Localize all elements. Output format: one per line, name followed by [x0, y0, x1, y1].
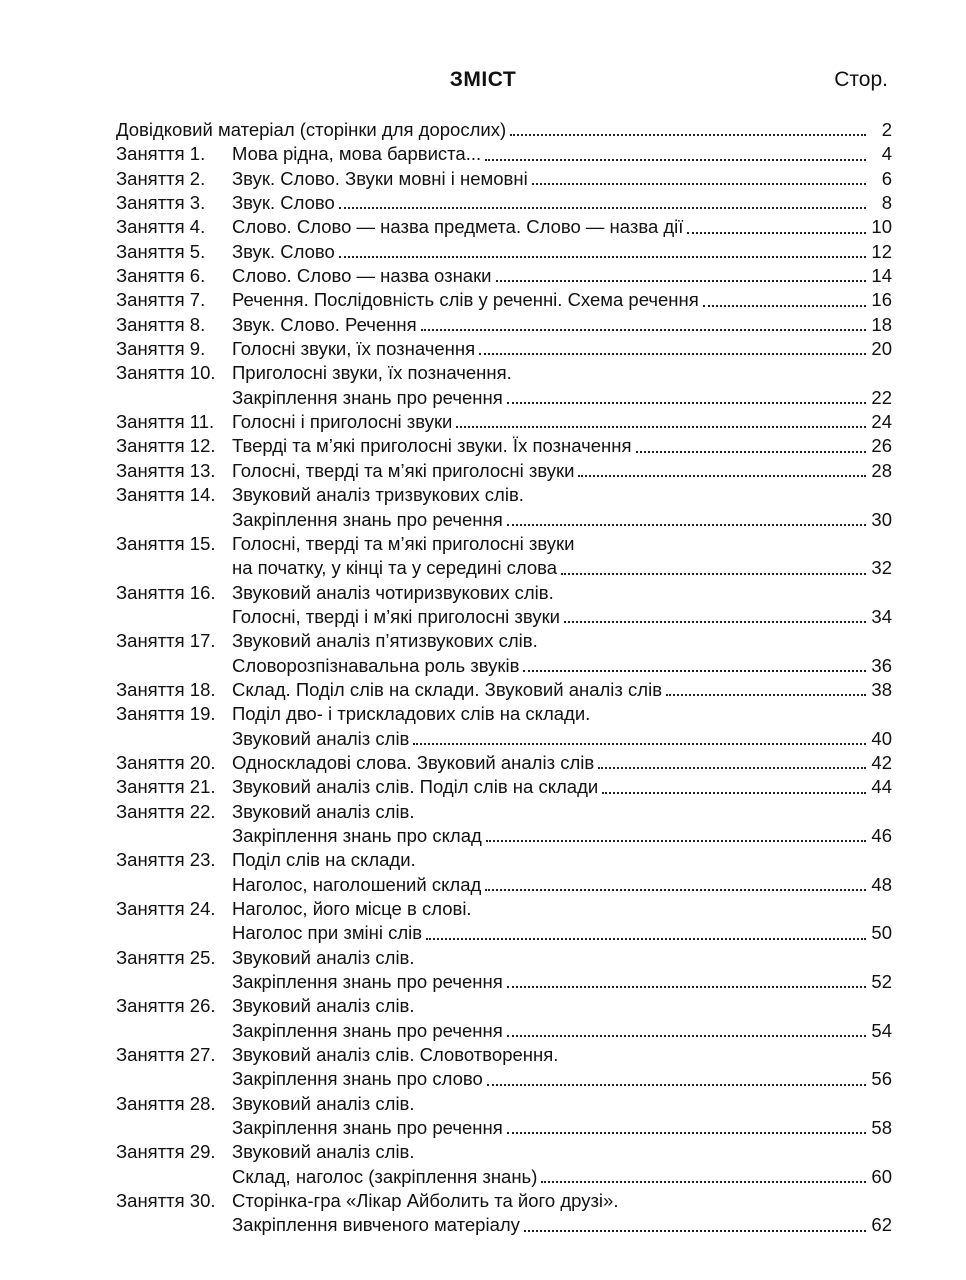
dot-leader: [510, 134, 866, 136]
toc-entry-text: Звуковий аналіз п’ятизвукових слів.: [232, 630, 538, 652]
toc-entry: [116, 1189, 892, 1238]
toc-page-number: 20: [871, 338, 892, 360]
toc-entry-text: Закріплення вивченого матеріалу: [232, 1214, 520, 1236]
toc-entry-text: Звуковий аналіз слів.: [232, 800, 415, 822]
dot-leader: [507, 1035, 866, 1037]
toc-entry-label: Заняття 8.: [116, 313, 206, 335]
toc-page-number: 14: [871, 265, 892, 287]
toc-entry-text: Довідковий матеріал (сторінки для дорослих): [116, 119, 507, 140]
toc-entry-text: Голосні, тверді та м’які приголосні звуки: [232, 459, 575, 481]
toc-entry-text: Наголос при зміні слів: [232, 922, 423, 944]
dot-leader: [598, 767, 866, 769]
toc-entry-text: Звуковий аналіз слів.: [232, 1092, 415, 1114]
toc-entry-label: Заняття 18.: [116, 678, 216, 700]
toc-entry-text: Закріплення знань про склад: [232, 824, 482, 846]
toc-entry-text: Закріплення знань про речення: [232, 508, 503, 530]
dot-leader: [496, 280, 866, 282]
toc-entry-text: Закріплення знань про речення: [232, 1019, 503, 1041]
toc-page-number: 36: [871, 654, 892, 676]
dot-leader: [524, 1230, 866, 1232]
dot-leader: [666, 694, 866, 696]
toc-entry: [116, 897, 892, 946]
toc-entry-text: Приголосні звуки, їх позначення.: [232, 362, 512, 384]
toc-entry-label: Заняття 19.: [116, 703, 216, 725]
dot-leader: [541, 1181, 866, 1183]
toc-entry-text: Поділ слів на склади.: [232, 849, 416, 871]
toc-entry: [116, 410, 892, 434]
toc-entry-label: Заняття 5.: [116, 240, 206, 262]
toc-entry-text: на початку, у кінці та у середині слова: [232, 557, 558, 579]
toc-entry-text: Речення. Послідовність слів у реченні. Схема речення: [232, 289, 699, 311]
toc-entry-text: Склад. Поділ слів на склади. Звуковий аналіз слів: [232, 678, 663, 700]
toc-entry: [116, 361, 892, 410]
dot-leader: [421, 329, 866, 331]
dot-leader: [456, 426, 866, 428]
toc-entry-text: Голосні звуки, їх позначення: [232, 338, 476, 360]
table-of-contents: [116, 118, 892, 1238]
toc-entry: [116, 264, 892, 288]
dot-leader: [485, 159, 866, 161]
toc-page-number: 44: [871, 776, 892, 798]
toc-entry: [116, 483, 892, 532]
toc-entry-label: Заняття 23.: [116, 849, 216, 871]
toc-entry-text: Слово. Слово — назва ознаки: [232, 265, 492, 287]
dot-leader: [578, 475, 866, 477]
toc-entry-text: Словорозпізнавальна роль звуків: [232, 654, 520, 676]
toc-entry-label: Заняття 10.: [116, 362, 216, 384]
toc-entry-label: Заняття 12.: [116, 435, 216, 457]
toc-entry-text: Звуковий аналіз слів: [232, 727, 410, 749]
toc-entry-text: Слово. Слово — назва предмета. Слово — назва дії: [232, 216, 684, 238]
toc-page-number: 28: [871, 459, 892, 481]
toc-page-number: 58: [871, 1117, 892, 1139]
toc-entry-label: Заняття 2.: [116, 167, 206, 189]
toc-entry-label: Заняття 16.: [116, 581, 216, 603]
toc-entry-label: Заняття 29.: [116, 1141, 216, 1163]
toc-page-number: 50: [871, 922, 892, 944]
toc-entry: [116, 994, 892, 1043]
dot-leader: [485, 889, 866, 891]
toc-entry: [116, 142, 892, 166]
toc-page-number: 4: [881, 143, 892, 165]
toc-entry: [116, 702, 892, 751]
toc-entry: [116, 848, 892, 897]
toc-page-number: 40: [871, 727, 892, 749]
toc-page-number: 30: [871, 508, 892, 530]
toc-entry-text: Тверді та м’які приголосні звуки. Їх позначення: [232, 435, 632, 457]
toc-page-number: 12: [871, 240, 892, 262]
toc-entry: [116, 337, 892, 361]
toc-entry-label: Заняття 9.: [116, 338, 206, 360]
toc-page-number: 2: [881, 119, 892, 140]
toc-entry: [116, 532, 892, 581]
toc-entry-label: Заняття 6.: [116, 265, 206, 287]
toc-entry: [116, 775, 892, 799]
dot-leader: [339, 207, 866, 209]
toc-entry-label: Заняття 13.: [116, 459, 216, 481]
toc-page-number: 54: [871, 1019, 892, 1041]
dot-leader: [532, 183, 866, 185]
toc-page-number: 6: [881, 167, 892, 189]
toc-entry-text: Склад, наголос (закріплення знань): [232, 1165, 538, 1187]
toc-page-number: 24: [871, 411, 892, 433]
toc-entry-label: Заняття 3.: [116, 192, 206, 214]
toc-entry-text: Односкладові слова. Звуковий аналіз слів: [232, 751, 595, 773]
toc-entry-label: Заняття 15.: [116, 532, 216, 554]
toc-entry-text: Звук. Слово: [232, 240, 335, 262]
toc-entry-label: Заняття 4.: [116, 216, 206, 238]
toc-entry-label: Заняття 21.: [116, 776, 216, 798]
toc-entry-label: Заняття 22.: [116, 800, 216, 822]
toc-page-number: 46: [871, 824, 892, 846]
toc-entry: [116, 288, 892, 312]
toc-page-number: 26: [871, 435, 892, 457]
dot-leader: [479, 353, 866, 355]
dot-leader: [564, 621, 866, 623]
toc-entry-label: Заняття 28.: [116, 1092, 216, 1114]
toc-page-number: 48: [871, 873, 892, 895]
toc-page-number: 32: [871, 557, 892, 579]
toc-entry-text: Звук. Слово. Звуки мовні і немовні: [232, 167, 528, 189]
toc-entry-label: Заняття 14.: [116, 484, 216, 506]
toc-entry: [116, 800, 892, 849]
dot-leader: [507, 402, 866, 404]
dot-leader: [602, 792, 866, 794]
toc-entry-text: Звук. Слово. Речення: [232, 313, 417, 335]
dot-leader: [339, 256, 866, 258]
toc-entry: [116, 751, 892, 775]
toc-page-number: 60: [871, 1165, 892, 1187]
toc-page-number: 62: [871, 1214, 892, 1236]
toc-entry-text: Звуковий аналіз слів.: [232, 1141, 415, 1163]
toc-page-number: 52: [871, 971, 892, 993]
toc-entry: [116, 459, 892, 483]
toc-entry-text: Закріплення знань про речення: [232, 971, 503, 993]
toc-entry: [116, 434, 892, 458]
toc-entry-label: Заняття 25.: [116, 946, 216, 968]
toc-entry-text: Звуковий аналіз тризвукових слів.: [232, 484, 524, 506]
toc-entry-text: Мова рідна, мова барвиста...: [232, 143, 482, 165]
toc-entry: [116, 1140, 892, 1189]
toc-entry-text: Звуковий аналіз слів.: [232, 995, 415, 1017]
toc-entry: [116, 215, 892, 239]
toc-entry-text: Наголос, наголошений склад: [232, 873, 482, 895]
toc-page-number: 34: [871, 605, 892, 627]
toc-page-number: 42: [871, 751, 892, 773]
toc-page-number: 56: [871, 1068, 892, 1090]
toc-entry-text: Поділ дво- і трискладових слів на склади.: [232, 703, 591, 725]
dot-leader: [687, 232, 866, 234]
toc-entry-label: Заняття 26.: [116, 995, 216, 1017]
toc-entry: [116, 167, 892, 191]
dot-leader: [487, 1084, 866, 1086]
toc-page-number: 22: [871, 386, 892, 408]
toc-page-number: 16: [871, 289, 892, 311]
toc-entry-label: Заняття 27.: [116, 1044, 216, 1066]
toc-entry: [116, 1092, 892, 1141]
toc-entry-text: Звуковий аналіз слів.: [232, 946, 415, 968]
toc-entry-label: Заняття 17.: [116, 630, 216, 652]
toc-entry-label: Заняття 7.: [116, 289, 206, 311]
page-column-label: Стор.: [834, 68, 888, 91]
toc-entry-text: Звук. Слово: [232, 192, 335, 214]
dot-leader: [561, 573, 866, 575]
toc-entry: [116, 1043, 892, 1092]
toc-entry-text: Голосні, тверді і м’які приголосні звуки: [232, 605, 560, 627]
dot-leader: [486, 840, 866, 842]
toc-entry: [116, 240, 892, 264]
toc-entry-label: Заняття 11.: [116, 411, 215, 433]
toc-entry-text: Закріплення знань про слово: [232, 1068, 483, 1090]
dot-leader: [507, 1132, 866, 1134]
toc-entry: [116, 629, 892, 678]
toc-entry-text: Голосні і приголосні звуки: [232, 411, 453, 433]
toc-entry-text: Звуковий аналіз слів. Словотворення.: [232, 1044, 559, 1066]
toc-page-number: 8: [881, 192, 892, 214]
toc-entry: [116, 313, 892, 337]
toc-page-number: 18: [871, 313, 892, 335]
toc-entry: [116, 191, 892, 215]
toc-entry-text: Сторінка-гра «Лікар Айболить та його друзі».: [232, 1190, 619, 1212]
toc-entry-intro: [116, 118, 892, 142]
toc-entry-label: Заняття 30.: [116, 1190, 216, 1212]
toc-entry-text: Звуковий аналіз чотиризвукових слів.: [232, 581, 554, 603]
toc-entry-text: Голосні, тверді та м’які приголосні звуки: [232, 532, 575, 554]
dot-leader: [636, 451, 866, 453]
toc-entry-label: Заняття 1.: [116, 143, 206, 165]
dot-leader: [507, 524, 866, 526]
page-title: ЗМІСТ: [449, 68, 517, 91]
toc-entry-label: Заняття 24.: [116, 898, 216, 919]
toc-entry-text: Закріплення знань про речення: [232, 386, 503, 408]
toc-entry-text: Закріплення знань про речення: [232, 1117, 503, 1139]
toc-page-number: 38: [871, 678, 892, 700]
toc-entry: [116, 946, 892, 995]
toc-entry-label: Заняття 20.: [116, 751, 216, 773]
toc-entry: [116, 581, 892, 630]
dot-leader: [703, 305, 866, 307]
dot-leader: [426, 938, 866, 940]
dot-leader: [413, 743, 866, 745]
toc-entry-text: Звуковий аналіз слів. Поділ слів на склади: [232, 776, 599, 798]
toc-entry: [116, 678, 892, 702]
dot-leader: [523, 670, 866, 672]
toc-page-number: 10: [871, 216, 892, 238]
dot-leader: [507, 986, 866, 988]
toc-entry-text: Наголос, його місце в слові.: [232, 898, 472, 919]
